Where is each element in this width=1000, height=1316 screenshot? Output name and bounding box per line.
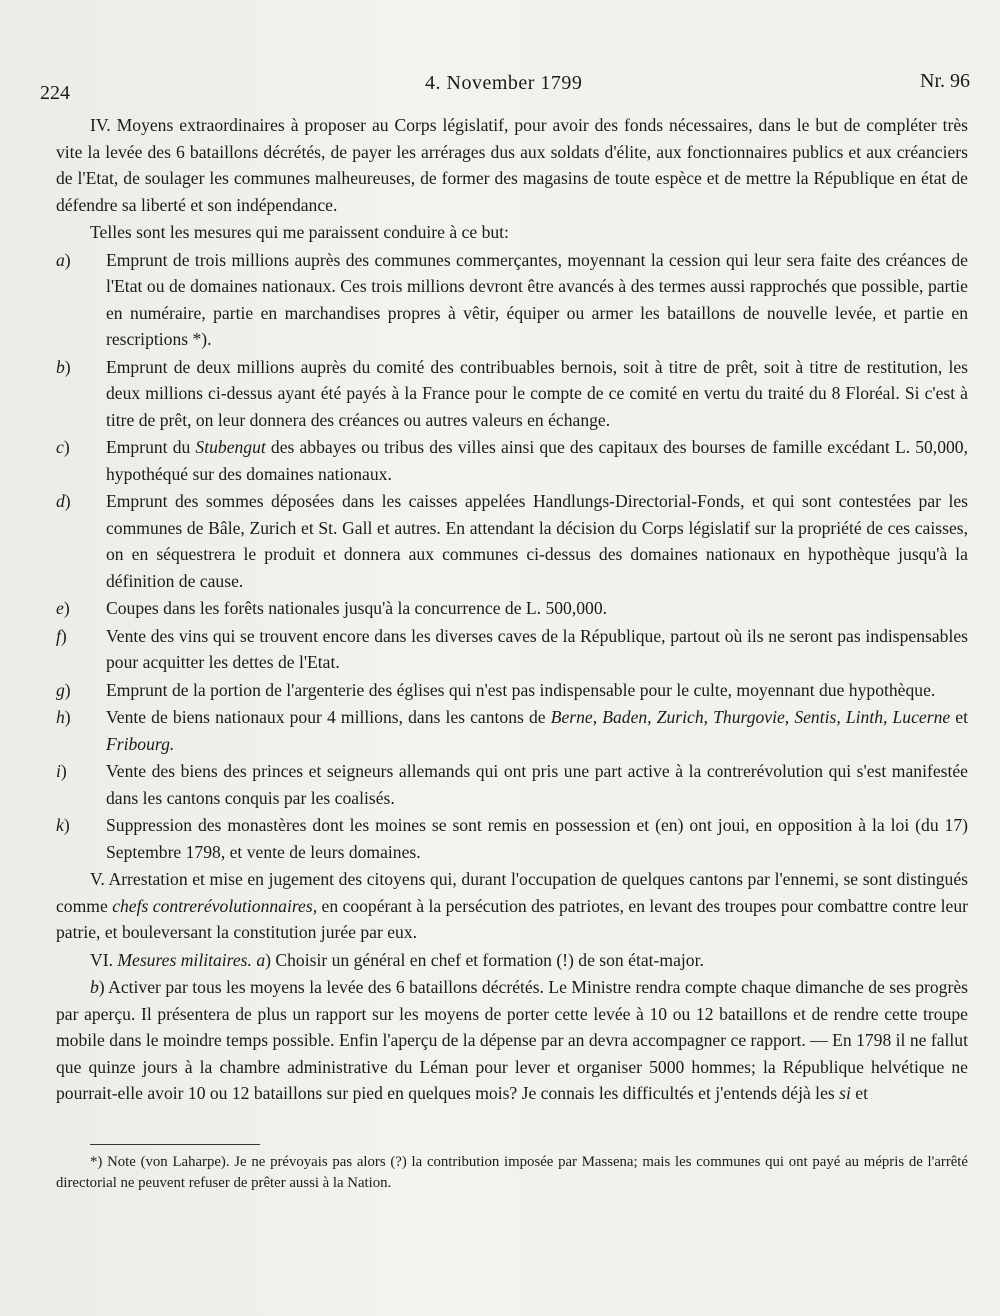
text-run: Stubengut	[195, 437, 266, 457]
item-text	[106, 761, 968, 808]
text-run: Arrestation et mise en jugement des citoyens qui, durant l'occupation de quelques cantons par l'ennemi, se sont distingués comme	[56, 869, 968, 916]
running-header	[40, 70, 970, 104]
measure-item-f	[56, 623, 968, 676]
text-run: Emprunt du	[106, 437, 196, 457]
document-number: Nr. 96	[920, 70, 970, 92]
item-marker: a)	[56, 249, 71, 270]
item-letter: d	[56, 491, 65, 511]
footnote-rule	[90, 1144, 260, 1145]
item-marker: g)	[56, 679, 71, 700]
item-letter: b	[56, 356, 65, 377]
item-marker: c)	[56, 437, 70, 457]
item-letter: c	[56, 437, 64, 457]
measure-item-h	[56, 704, 968, 757]
item-marker: d)	[56, 491, 71, 511]
item-letter: g	[56, 679, 65, 700]
text-run: a	[256, 949, 266, 970]
text-run: ) Activer par tous les moyens la levée des 6 bataillons décrétés. Le Ministre rendra compte chaque dimanche de ses progrès par aperçu. Il présentera de plus un rapport sur les moyens de porter cette levée à 10 ou 12 bataillons et de rendre cette troupe mobile dans le moindre temps possible. Enfin l'aperçu de la dépense par an devra accompagner ce rapport. — En 1798 il ne fallut que quinze jours à la chambre administrative du Léman pour lever et organiser 5000 hommes; la République helvétique ne pourrait-elle avoir 10 ou 12 bataillons sur pied en quelques mois? Je connais les difficultés et j'entends déjà les	[56, 977, 968, 1103]
measure-item-b	[56, 354, 968, 434]
footnote	[56, 1152, 968, 1194]
text-run: Fribourg.	[106, 733, 175, 754]
page-number: 224	[40, 82, 70, 104]
text-run: Berne, Baden, Zurich, Thurgovie, Sentis, Linth, Lucerne	[550, 707, 951, 727]
measure-item-d	[56, 488, 968, 594]
item-text	[106, 598, 607, 618]
item-text	[106, 250, 968, 350]
measure-item-a	[56, 247, 968, 353]
measure-item-c	[56, 434, 968, 487]
section-v-paragraph	[56, 866, 968, 946]
item-marker: b)	[56, 356, 71, 377]
text-run: b	[90, 977, 99, 997]
section-iv-text: Moyens extraordinaires à proposer au Corps législatif, pour avoir des fonds nécessaires, dans le but de compléter très vite la levée des 6 bataillons décrétés, de payer les arrérages dus aux soldats d'élite, aux fonctionnaires publics et aux créanciers de l'Etat, de soulager les communes malheureuses, de former des magasins de toute espèce et de mettre la République en état de défendre sa liberté et son indépendance.	[56, 115, 968, 215]
item-marker: h)	[56, 707, 71, 727]
text-run: ) Choisir un général en chef et formation (!) de son état-major.	[265, 949, 704, 970]
text-run: Vente des vins qui se trouvent encore dans les diverses caves de la République, partout où ils ne seront pas indispensables pour acquitter les dettes de l'Etat.	[106, 625, 968, 672]
section-iv-intro: Telles sont les mesures qui me paraissent conduire à ce but:	[90, 222, 509, 242]
section-vi-numeral: VI.	[90, 949, 113, 970]
item-text	[106, 707, 968, 754]
item-text	[106, 680, 935, 700]
section-vi-text	[117, 950, 703, 970]
footnote-text: *) Note (von Laharpe). Je ne prévoyais pas alors (?) la contribution imposée par Massena; mais les communes qui ont payé au mépris de l'arrêté directorial ne peuvent refuser de prêter aussi à la Nation.	[56, 1154, 968, 1191]
text-run: et	[850, 1083, 868, 1103]
item-text	[106, 437, 968, 484]
measures-list	[56, 247, 968, 866]
text-run: chefs contrerévolutionnaires,	[112, 895, 318, 916]
item-text	[106, 357, 968, 430]
item-marker: k)	[56, 815, 70, 835]
measure-item-e	[56, 595, 968, 622]
text-run: Suppression des monastères dont les moines se sont remis en possession et (en) ont joui, en opposition à la loi (du 17) Septembre 1798, et vente de leurs domaines.	[106, 815, 968, 862]
main-text	[56, 112, 968, 1108]
item-marker: f)	[56, 625, 67, 646]
text-run: Emprunt de trois millions auprès des communes commerçantes, moyennant la cession qui leur sera faite des créances de l'Etat ou de domaines nationaux. Ces trois millions devront être avancés à des termes aussi rapprochés que possible, partie en numéraire, partie en marchandises propres à vêtir, équiper ou armer les bataillons de nouvelle levée, et partie en rescriptions *).	[106, 249, 968, 349]
section-v-text	[56, 869, 968, 942]
text-run: Mesures militaires.	[117, 949, 252, 970]
text-run: des abbayes ou tribus des villes ainsi que des capitaux des bourses de famille excédant L. 50,000, hypothéqué sur des domaines nationaux.	[106, 437, 968, 484]
text-run: et	[950, 707, 968, 727]
text-run: Vente des biens des princes et seigneurs allemands qui ont pris une part active à la contrerévolution qui s'est manifestée dans les cantons conquis par les coalisés.	[106, 761, 968, 808]
text-run: si	[839, 1083, 851, 1103]
item-letter: f	[56, 625, 61, 646]
item-letter: a	[56, 249, 65, 270]
item-letter: e	[56, 598, 64, 618]
measure-item-k	[56, 812, 968, 865]
text-run: Vente de biens nationaux pour 4 millions, dans les cantons de	[106, 707, 551, 727]
section-vi-b-paragraph	[56, 974, 968, 1107]
item-letter: i	[56, 761, 61, 781]
section-iv-numeral: IV.	[90, 115, 111, 135]
measure-item-i	[56, 758, 968, 811]
item-letter: h	[56, 707, 65, 727]
item-text	[106, 815, 968, 862]
item-text	[106, 491, 968, 591]
text-run: Emprunt de deux millions auprès du comité des contribuables bernois, soit à titre de prêt, soit à titre de restitution, les deux millions ci-dessus ayant été payés à la France pour le compte de ce comité en vertu du traité du 8 Floréal. Si c'est à titre de prêt, on leur donnera des créances ou autres valeurs en échange.	[106, 356, 968, 430]
section-v-numeral: V.	[90, 869, 105, 889]
section-vi-paragraph	[56, 947, 968, 974]
item-marker: i)	[56, 761, 67, 781]
text-run: en coopérant à la persécution des patriotes, en levant des troupes pour combattre contre leur patrie, et bouleversant la constitution jurée par eux.	[56, 895, 968, 942]
section-vi-b-text	[56, 977, 968, 1103]
item-letter: k	[56, 815, 64, 835]
text-run: Coupes dans les forêts nationales jusqu'à la concurrence de L. 500,000.	[106, 598, 608, 618]
measure-item-g	[56, 677, 968, 704]
item-text	[106, 626, 968, 673]
header-date: 4. November 1799	[425, 72, 583, 94]
item-marker: e)	[56, 598, 70, 618]
text-run: Emprunt de la portion de l'argenterie des églises qui n'est pas indispensable pour le culte, moyennant due hypothèque.	[106, 679, 936, 700]
section-iv-paragraph	[56, 112, 968, 218]
text-run: Emprunt des sommes déposées dans les caisses appelées Handlungs-Directorial-Fonds, et qui sont contestées par les communes de Bâle, Zurich et St. Gall et autres. En attendant la décision du Corps législatif sur la propriété de ces caisses, on en séquestrera le produit et donnera aux communes ci-dessus des domaines nationaux en hypothèque jusqu'à la définition de cause.	[106, 491, 968, 591]
